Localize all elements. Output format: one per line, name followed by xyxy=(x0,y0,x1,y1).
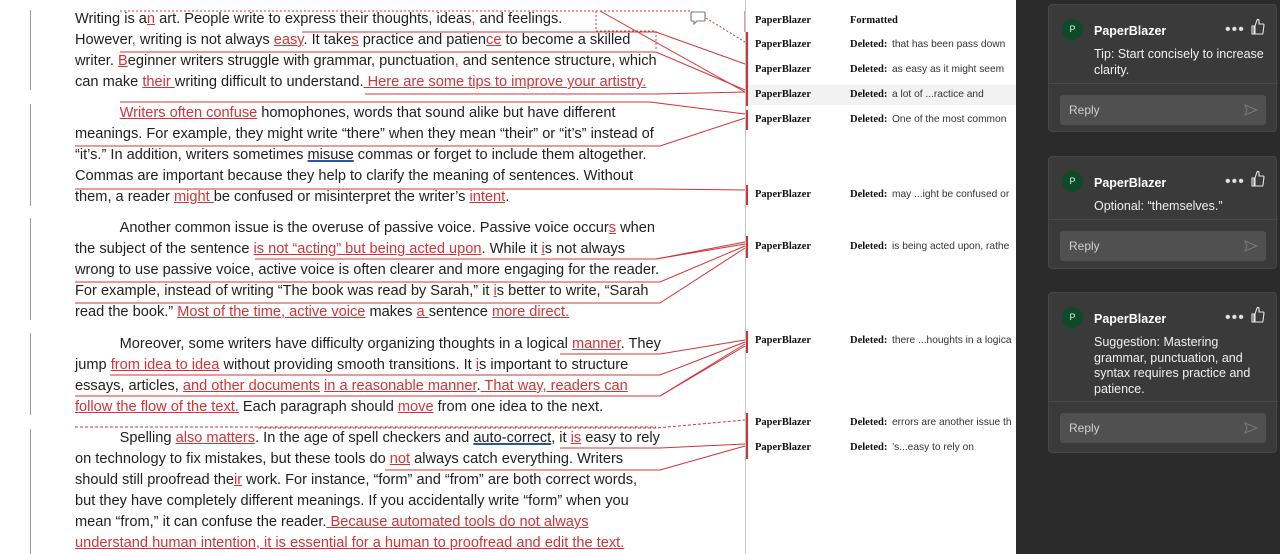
change-bar xyxy=(30,429,31,554)
text-run: always catch everything. Writers xyxy=(410,451,624,467)
inserted-text: Here are some tips to improve your artistry. xyxy=(363,74,647,90)
paragraph-4[interactable] xyxy=(75,334,665,418)
text-run: . They xyxy=(620,336,661,352)
text-line xyxy=(75,103,665,124)
inserted-text: in a reasonable manner xyxy=(324,378,477,394)
balloon-text: ’s...easy to rely on xyxy=(892,442,974,453)
reply-input[interactable] xyxy=(1060,95,1266,125)
text-run: practice and patien xyxy=(358,32,487,48)
avatar: P xyxy=(1062,307,1083,328)
text-run: However xyxy=(75,32,132,48)
text-run: them, a reader xyxy=(75,189,174,205)
comment-card[interactable] xyxy=(1048,4,1277,132)
balloon-label: Deleted: xyxy=(850,335,888,346)
text-line xyxy=(75,355,665,376)
text-run: read the book.” xyxy=(75,304,178,320)
inserted-text: is xyxy=(570,430,582,446)
avatar: P xyxy=(1062,171,1083,192)
text-run: Another common issue is the overuse of passive voice. Passive voice occur xyxy=(75,220,609,236)
text-line xyxy=(75,51,665,72)
flagged-word: misuse xyxy=(307,147,354,163)
text-run: writing difficult to understand. xyxy=(174,74,364,90)
inserted-text: their xyxy=(142,74,175,90)
text-line xyxy=(75,449,665,470)
more-options-icon[interactable]: ••• xyxy=(1225,173,1245,190)
balloon-deleted[interactable] xyxy=(746,237,1016,257)
balloon-deleted[interactable] xyxy=(746,438,1016,458)
balloon-label: Deleted: xyxy=(850,241,888,252)
text-run: work. For instance, “form” and “from” are both correct words, xyxy=(242,472,638,488)
text-run: , it xyxy=(551,430,571,446)
inserted-text: n xyxy=(146,11,156,27)
like-icon[interactable] xyxy=(1251,170,1265,188)
inserted-text: Because automated tools do not always xyxy=(326,514,589,530)
text-run: Writing is a xyxy=(75,11,147,27)
text-line xyxy=(75,239,665,260)
balloon-author: PaperBlazer xyxy=(755,189,811,200)
balloon-author: PaperBlazer xyxy=(755,39,811,50)
text-line xyxy=(75,334,665,355)
text-line xyxy=(75,533,665,554)
balloon-text: One of the most common xyxy=(892,114,1007,125)
comment-card[interactable] xyxy=(1048,292,1277,453)
text-line xyxy=(75,302,665,323)
inserted-text: from idea to idea xyxy=(110,357,220,373)
comment-text: Tip: Start concisely to increase clarity. xyxy=(1094,47,1264,77)
inserted-text: i xyxy=(541,241,545,257)
balloon-label: Deleted: xyxy=(850,89,888,100)
text-run: writing is not always xyxy=(135,32,274,48)
text-run: to become a skilled xyxy=(501,32,631,48)
balloon-text: there ...houghts in a logica xyxy=(892,335,1012,346)
text-run: . xyxy=(505,189,510,205)
paragraph-1[interactable] xyxy=(75,9,665,93)
inserted-text: manner xyxy=(571,336,621,352)
text-run: . In the age of spell checkers and xyxy=(255,430,474,446)
balloon-author: PaperBlazer xyxy=(755,442,811,453)
paragraph-5[interactable] xyxy=(75,428,665,554)
text-line xyxy=(75,260,665,281)
text-line xyxy=(75,428,665,449)
text-line xyxy=(75,491,665,512)
balloon-deleted[interactable] xyxy=(746,35,1016,55)
inserted-text: is not “acting” but being acted upon xyxy=(253,241,482,257)
balloon-bar xyxy=(746,32,748,106)
comment-author: PaperBlazer xyxy=(1094,176,1167,190)
paragraph-3[interactable] xyxy=(75,218,665,323)
card-divider xyxy=(1049,83,1278,84)
text-run: wrong to use passive voice, active voice is often clearer and more engaging for the reader. xyxy=(75,262,660,278)
text-run: be confused or misinterpret the writer’s xyxy=(213,189,470,205)
text-run: “it’s.” In addition, writers sometimes xyxy=(75,147,308,163)
inserted-text: Writers often confuse xyxy=(119,105,258,121)
change-bar xyxy=(30,218,31,320)
text-line xyxy=(75,166,665,187)
inserted-text: intent xyxy=(469,189,506,205)
comment-text: Suggestion: Mastering grammar, punctuation, and syntax requires practice and patience. xyxy=(1094,335,1251,396)
text-run: . While it xyxy=(481,241,542,257)
text-line xyxy=(75,30,665,51)
reply-placeholder: Reply xyxy=(1069,103,1100,117)
reply-input[interactable] xyxy=(1060,231,1266,261)
comment-author: PaperBlazer xyxy=(1094,312,1167,326)
balloon-label: Deleted: xyxy=(850,64,888,75)
inserted-text: a xyxy=(416,304,429,320)
balloon-text: that has been pass down xyxy=(892,39,1006,50)
balloon-author: PaperBlazer xyxy=(755,64,811,75)
inserted-text: , xyxy=(471,11,476,27)
text-run: eginner writers struggle with grammar, punctuation xyxy=(127,53,455,69)
text-line xyxy=(75,218,665,239)
inserted-text: move xyxy=(397,399,434,415)
text-run: but they have completely different meanings. If you accidentally write “form” when you xyxy=(75,493,629,509)
balloon-label: Deleted: xyxy=(850,417,888,428)
text-line xyxy=(75,9,665,30)
text-run: commas or forget to include them altogether. xyxy=(353,147,647,163)
text-run: . xyxy=(476,378,481,394)
balloon-label: Deleted: xyxy=(850,114,888,125)
text-run: s not always xyxy=(544,241,626,257)
inserted-text: i xyxy=(475,357,479,373)
inserted-text: ce xyxy=(486,32,502,48)
balloon-deleted[interactable] xyxy=(746,85,1016,105)
text-run: should still proofread the xyxy=(75,472,235,488)
text-run: on technology to fix mistakes, but these tools do xyxy=(75,451,390,467)
paragraph-2[interactable] xyxy=(75,103,665,208)
comment-author: PaperBlazer xyxy=(1094,24,1167,38)
card-divider xyxy=(1049,401,1278,402)
reply-placeholder: Reply xyxy=(1069,421,1100,435)
text-run: makes xyxy=(365,304,417,320)
inserted-text: Most of the time, active voice xyxy=(177,304,366,320)
text-run: essays, articles, xyxy=(75,378,183,394)
text-run: . It take xyxy=(303,32,352,48)
inserted-text: might xyxy=(173,189,214,205)
text-run: and feelings. xyxy=(475,11,563,27)
inserted-text: more direct. xyxy=(491,304,570,320)
balloon-text: a lot of ...ractice and xyxy=(892,89,984,100)
inserted-text: not xyxy=(389,451,411,467)
text-line xyxy=(75,376,665,397)
balloon-label: Deleted: xyxy=(850,39,888,50)
inserted-text: s xyxy=(608,220,617,236)
comment-card[interactable] xyxy=(1048,156,1277,269)
text-run: s important to structure xyxy=(478,357,629,373)
balloon-bar xyxy=(746,413,748,459)
avatar: P xyxy=(1062,19,1083,40)
change-bar xyxy=(30,333,31,415)
text-line xyxy=(75,397,665,418)
text-line xyxy=(75,187,665,208)
text-run: when xyxy=(616,220,655,236)
inserted-text: understand human intention, it is essential for a human to proofread and edit the text. xyxy=(75,535,625,551)
balloon-text: may ...ight be confused or xyxy=(892,189,1010,200)
inserted-text: i xyxy=(493,283,497,299)
text-run: art. People write to express their thoughts, ideas xyxy=(155,11,472,27)
comment-text: Optional: “themselves.” xyxy=(1094,199,1223,213)
text-run: and sentence structure, which xyxy=(458,53,657,69)
send-icon[interactable] xyxy=(1244,104,1258,116)
balloon-bar xyxy=(746,185,748,205)
inserted-text: follow the flow of the text. xyxy=(75,399,239,415)
text-run: the subject of the sentence xyxy=(75,241,254,257)
text-line xyxy=(75,124,665,145)
inserted-text: and other documents xyxy=(182,378,320,394)
send-icon[interactable] xyxy=(1244,240,1258,252)
change-bar xyxy=(30,104,31,206)
inserted-text: That way, readers can xyxy=(480,378,628,394)
balloon-author: PaperBlazer xyxy=(755,417,811,428)
balloon-text: as easy as it might seem xyxy=(892,64,1005,75)
text-run: Commas are important because they help to clarify the meaning of sentences. Without xyxy=(75,168,634,184)
inserted-text: , xyxy=(131,32,136,48)
more-options-icon[interactable]: ••• xyxy=(1225,309,1245,326)
comment-icon[interactable] xyxy=(690,11,706,25)
text-run: s better to write, “Sarah xyxy=(496,283,649,299)
text-line xyxy=(75,512,665,533)
text-run: Spelling xyxy=(75,430,176,446)
text-run: easy to rely xyxy=(581,430,660,446)
like-icon[interactable] xyxy=(1251,18,1265,36)
balloon-deleted[interactable] xyxy=(746,331,1016,351)
text-run: mean “from,” it can confuse the reader. xyxy=(75,514,327,530)
balloon-formatted[interactable]: PaperBlazer Formatted xyxy=(755,15,898,26)
text-run: For example, instead of writing “The book was read by Sarah,” it xyxy=(75,283,494,299)
inserted-text: s xyxy=(351,32,359,48)
card-divider xyxy=(1049,219,1278,220)
text-line xyxy=(75,72,665,93)
flagged-word: auto-correct xyxy=(473,430,552,446)
balloon-deleted[interactable] xyxy=(746,110,1016,130)
text-run: sentence xyxy=(428,304,492,320)
text-run: meanings. For example, they might write “there” when they mean “their” or “it’s” instead of xyxy=(75,126,654,142)
inserted-text: , xyxy=(454,53,459,69)
text-run: Moreover, some writers have difficulty organizing thoughts in a logical xyxy=(75,336,572,352)
balloon-text: is being acted upon, rathe xyxy=(892,241,1010,252)
balloon-deleted[interactable] xyxy=(746,185,1016,205)
text-line xyxy=(75,281,665,302)
text-run: homophones, words that sound alike but have different xyxy=(257,105,616,121)
markup-balloon-area[interactable] xyxy=(745,0,1016,554)
text-run: without providing smooth transitions. It xyxy=(219,357,476,373)
inserted-text: easy xyxy=(273,32,304,48)
inserted-text: also matters xyxy=(175,430,256,446)
balloon-author: PaperBlazer xyxy=(755,89,811,100)
text-line xyxy=(75,470,665,491)
change-bar xyxy=(30,10,31,90)
balloon-bar xyxy=(746,110,748,130)
text-run xyxy=(75,105,120,121)
inserted-text: ir xyxy=(234,472,243,488)
text-run: Each paragraph should xyxy=(238,399,398,415)
balloon-bar xyxy=(746,236,748,258)
balloon-author: PaperBlazer xyxy=(755,335,811,346)
balloon-deleted[interactable] xyxy=(746,413,1016,433)
balloon-text: errors are another issue th xyxy=(892,417,1012,428)
inserted-text: B xyxy=(117,53,128,69)
balloon-bar xyxy=(746,331,748,353)
text-run: can make xyxy=(75,74,143,90)
text-run: jump xyxy=(75,357,111,373)
send-icon[interactable] xyxy=(1244,422,1258,434)
balloon-label: Deleted: xyxy=(850,189,888,200)
reply-input[interactable] xyxy=(1060,413,1266,443)
balloon-label: Deleted: xyxy=(850,442,888,453)
comments-pane xyxy=(1016,0,1280,554)
balloon-author: PaperBlazer xyxy=(755,114,811,125)
text-line xyxy=(75,145,665,166)
balloon-author: PaperBlazer xyxy=(755,241,811,252)
text-run: from one idea to the next. xyxy=(433,399,604,415)
like-icon[interactable] xyxy=(1251,306,1265,324)
balloon-deleted[interactable] xyxy=(746,60,1016,80)
text-run: writer. xyxy=(75,53,118,69)
more-options-icon[interactable]: ••• xyxy=(1225,21,1245,38)
reply-placeholder: Reply xyxy=(1069,239,1100,253)
